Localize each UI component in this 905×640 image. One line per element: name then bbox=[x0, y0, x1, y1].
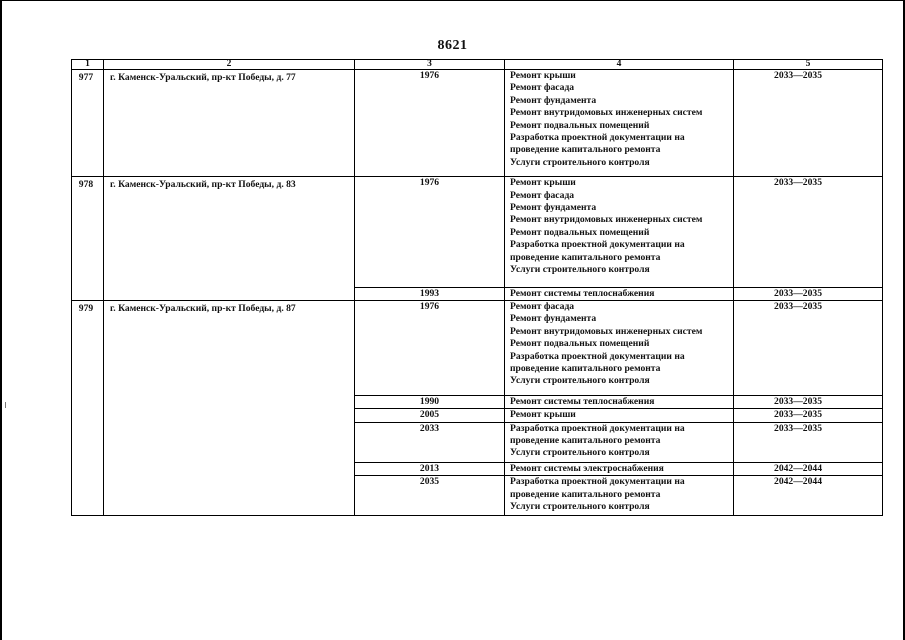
year-cell: 1976 bbox=[355, 177, 505, 287]
work-item: Ремонт фасада bbox=[510, 189, 575, 201]
work-item: Ремонт внутридомовых инженерных систем bbox=[510, 325, 703, 337]
period-cell: 2033—2035 bbox=[734, 70, 883, 177]
work-item: Услуги строительного контроля bbox=[510, 447, 650, 459]
period-cell: 2033—2035 bbox=[734, 287, 883, 300]
page-number: 8621 bbox=[437, 38, 468, 53]
row-number-cell: 979 bbox=[72, 300, 104, 516]
work-item: Разработка проектной документации на bbox=[510, 476, 685, 488]
period-cell: 2042—2044 bbox=[734, 462, 883, 475]
works-cell bbox=[505, 70, 734, 177]
work-item: проведение капитального ремонта bbox=[510, 144, 661, 156]
work-item: Ремонт фасада bbox=[510, 300, 575, 312]
work-item: Ремонт фундамента bbox=[510, 94, 597, 106]
work-item: проведение капитального ремонта bbox=[510, 434, 661, 446]
column-header-1: 1 bbox=[72, 60, 104, 70]
period-cell: 2033—2035 bbox=[734, 409, 883, 422]
table-row bbox=[72, 177, 883, 287]
repair-schedule-table-wrapper bbox=[71, 59, 882, 516]
work-item: Ремонт внутридомовых инженерных систем bbox=[510, 107, 703, 119]
year-cell: 2033 bbox=[355, 422, 505, 462]
works-cell bbox=[505, 422, 734, 462]
works-cell bbox=[505, 476, 734, 516]
scan-frame-left-edge bbox=[0, 0, 2, 640]
row-number-cell: 978 bbox=[72, 177, 104, 301]
year-cell: 2013 bbox=[355, 462, 505, 475]
year-cell: 2005 bbox=[355, 409, 505, 422]
column-header-5: 5 bbox=[734, 60, 883, 70]
works-cell bbox=[505, 177, 734, 287]
work-item: Ремонт системы теплоснабжения bbox=[510, 287, 655, 299]
work-item: Разработка проектной документации на bbox=[510, 350, 685, 362]
period-cell: 2033—2035 bbox=[734, 422, 883, 462]
work-item: Разработка проектной документации на bbox=[510, 132, 685, 144]
column-number-row bbox=[72, 60, 883, 70]
work-item: проведение капитального ремонта bbox=[510, 488, 661, 500]
work-item: Ремонт подвальных помещений bbox=[510, 338, 650, 350]
work-item: Ремонт системы теплоснабжения bbox=[510, 395, 655, 407]
works-cell bbox=[505, 300, 734, 395]
work-item: Ремонт внутридомовых инженерных систем bbox=[510, 214, 703, 226]
work-item: Ремонт фундамента bbox=[510, 313, 597, 325]
scan-artifact bbox=[5, 402, 6, 408]
works-cell bbox=[505, 462, 734, 475]
work-item: Разработка проектной документации на bbox=[510, 239, 685, 251]
works-cell bbox=[505, 409, 734, 422]
table-row bbox=[72, 300, 883, 395]
address-cell: г. Каменск-Уральский, пр-кт Победы, д. 87 bbox=[104, 300, 355, 516]
work-item: Ремонт подвальных помещений bbox=[510, 226, 650, 238]
works-cell bbox=[505, 287, 734, 300]
work-item: Разработка проектной документации на bbox=[510, 422, 685, 434]
work-item: проведение капитального ремонта bbox=[510, 251, 661, 263]
repair-schedule-table bbox=[71, 59, 883, 516]
period-cell: 2042—2044 bbox=[734, 476, 883, 516]
year-cell: 1976 bbox=[355, 70, 505, 177]
work-item: проведение капитального ремонта bbox=[510, 362, 661, 374]
work-item: Ремонт подвальных помещений bbox=[510, 119, 650, 131]
work-item: Ремонт фундамента bbox=[510, 202, 597, 214]
work-item: Ремонт системы электроснабжения bbox=[510, 462, 664, 474]
work-item: Ремонт крыши bbox=[510, 409, 576, 421]
work-item: Услуги строительного контроля bbox=[510, 375, 650, 387]
work-item: Ремонт крыши bbox=[510, 177, 576, 189]
column-header-3: 3 bbox=[355, 60, 505, 70]
period-cell: 2033—2035 bbox=[734, 177, 883, 287]
work-item: Ремонт фасада bbox=[510, 82, 575, 94]
table-row bbox=[72, 70, 883, 177]
year-cell: 1993 bbox=[355, 287, 505, 300]
work-item: Услуги строительного контроля bbox=[510, 156, 650, 168]
year-cell: 2035 bbox=[355, 476, 505, 516]
works-cell bbox=[505, 395, 734, 408]
work-item: Услуги строительного контроля bbox=[510, 501, 650, 512]
year-cell: 1990 bbox=[355, 395, 505, 408]
row-number-cell: 977 bbox=[72, 70, 104, 177]
address-cell: г. Каменск-Уральский, пр-кт Победы, д. 77 bbox=[104, 70, 355, 177]
column-header-2: 2 bbox=[104, 60, 355, 70]
work-item: Услуги строительного контроля bbox=[510, 264, 650, 276]
year-cell: 1976 bbox=[355, 300, 505, 395]
work-item: Ремонт крыши bbox=[510, 70, 576, 81]
scan-frame-top-edge bbox=[0, 0, 905, 1]
period-cell: 2033—2035 bbox=[734, 395, 883, 408]
column-header-4: 4 bbox=[505, 60, 734, 70]
address-cell: г. Каменск-Уральский, пр-кт Победы, д. 83 bbox=[104, 177, 355, 301]
period-cell: 2033—2035 bbox=[734, 300, 883, 395]
